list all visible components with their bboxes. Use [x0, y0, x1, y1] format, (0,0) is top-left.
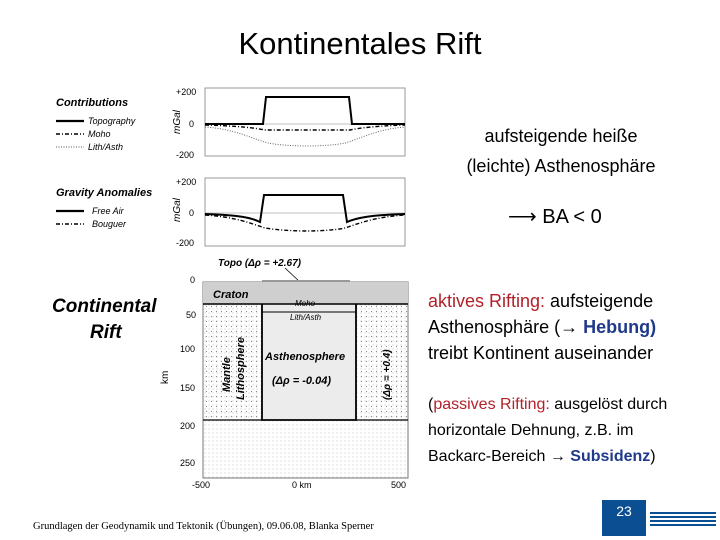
depth-unit: km [160, 370, 171, 384]
depth-tick-250: 250 [180, 458, 196, 468]
legend-lith-asth: Lith/Asth [88, 142, 124, 152]
x-tick-500: 500 [391, 480, 407, 490]
contributions-tick-0: 0 [189, 119, 195, 129]
gravity-tick-0: 0 [189, 208, 195, 218]
passive-open-paren: ( [428, 396, 434, 413]
hebung-label: Hebung) [583, 317, 657, 337]
passive-rifting-text1: ausgelöst durch [549, 396, 668, 413]
depth-tick-200: 200 [180, 421, 196, 431]
moho-label: Moho [295, 299, 316, 308]
footer-stripes-logo [650, 512, 716, 526]
passive-rifting-paragraph [428, 392, 718, 470]
x-tick-minus500: -500 [192, 480, 211, 490]
passive-close-paren: ) [650, 448, 656, 465]
depth-tick-100: 100 [180, 344, 196, 354]
legend-moho: Moho [88, 129, 111, 139]
asthenosphere-label: Asthenosphere [265, 351, 346, 363]
depth-tick-0: 0 [190, 275, 196, 285]
bouguer-anomaly-text: BA < 0 [542, 206, 602, 228]
gravity-heading: Gravity Anomalies [56, 187, 153, 199]
legend-bouguer: Bouguer [92, 219, 127, 229]
slide-title: Kontinentales Rift [238, 26, 482, 61]
footer-citation: Grundlagen der Geodynamik und Tektonik (Übungen), 09.06.08, Blanka Sperner [33, 521, 374, 532]
x-tick-0km: 0 km [292, 480, 312, 490]
active-rifting-line2 [428, 314, 718, 340]
contributions-tick-minus200: -200 [176, 150, 195, 160]
asthenosphere-note-line1: aufsteigende heiße [484, 126, 638, 146]
bouguer-anomaly-note [508, 204, 602, 230]
legend-topography: Topography [88, 116, 136, 126]
gravity-tick-minus200: -200 [176, 238, 195, 248]
side-delta-label: (Δρ = +0.4) [382, 349, 393, 400]
active-rifting-paragraph [428, 288, 718, 366]
passive-rifting-text3: Backarc-Bereich → [428, 448, 571, 465]
active-rifting-label: aktives Rifting: [428, 291, 546, 311]
active-rifting-line3: treibt Kontinent auseinander [428, 343, 654, 363]
legend-free-air: Free Air [92, 206, 124, 216]
asth-delta-label: (Δρ = -0.04) [272, 375, 331, 387]
craton-label: Craton [213, 289, 249, 301]
contributions-heading: Contributions [56, 97, 129, 109]
contributions-tick-plus200: +200 [176, 87, 197, 97]
lith-asth-label: Lith/Asth [290, 313, 322, 322]
gravity-unit: mGal [172, 198, 183, 222]
mantle-lith-line1: Mantle [221, 357, 233, 392]
section-title-continental: Continental [52, 296, 157, 317]
mantle-lith-line2: Lithosphere [235, 337, 247, 400]
passive-rifting-line1 [428, 392, 718, 418]
passive-rifting-label: passives Rifting: [433, 396, 550, 413]
gravity-tick-plus200: +200 [176, 177, 197, 187]
passive-rifting-line3 [428, 444, 718, 470]
page-number: 23 [602, 500, 646, 536]
active-rifting-text2: Asthenosphäre (→ [428, 317, 584, 337]
right-arrow-icon: ⟶ [508, 206, 537, 228]
contributions-unit: mGal [172, 110, 183, 134]
asthenosphere-note-line2: (leichte) Asthenosphäre [466, 156, 656, 176]
subsidenz-label: Subsidenz [570, 448, 651, 465]
asthenosphere-note [420, 121, 702, 181]
passive-rifting-line2: horizontale Dehnung, z.B. im [428, 422, 634, 439]
depth-tick-150: 150 [180, 383, 196, 393]
active-rifting-text1: aufsteigende [545, 291, 654, 311]
active-rifting-line1 [428, 288, 718, 314]
depth-tick-50: 50 [186, 310, 197, 320]
section-title-rift: Rift [90, 322, 122, 343]
topo-label: Topo (Δρ = +2.67) [218, 258, 301, 269]
